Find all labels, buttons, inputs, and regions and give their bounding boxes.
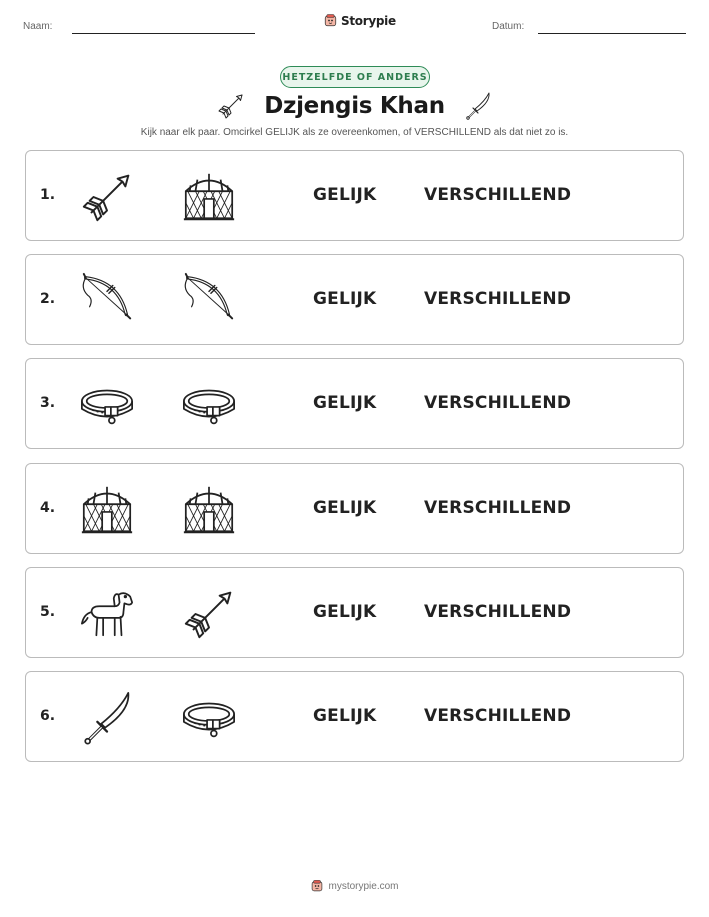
- horse-icon: [78, 585, 136, 643]
- row-number: 4.: [40, 500, 56, 516]
- sword-icon: [78, 689, 136, 747]
- bow-icon: [180, 272, 238, 330]
- belt-icon: [180, 376, 238, 434]
- comparison-row: [25, 463, 684, 554]
- arrow-icon: [78, 168, 136, 226]
- activity-badge: HETZELFDE OF ANDERS: [280, 66, 430, 88]
- belt-icon: [180, 689, 238, 747]
- option-different[interactable]: VERSCHILLEND: [424, 706, 572, 726]
- option-same[interactable]: GELIJK: [313, 706, 377, 726]
- date-label: Datum:: [492, 21, 525, 32]
- comparison-row: [25, 254, 684, 345]
- row-number: 6.: [40, 708, 56, 724]
- option-same[interactable]: GELIJK: [313, 498, 377, 518]
- row-number: 2.: [40, 291, 56, 307]
- title-row: [0, 91, 709, 121]
- row-number: 1.: [40, 187, 56, 203]
- instructions: Kijk naar elk paar. Omcirkel GELIJK als ze overeenkomen, of VERSCHILLEND als dat niet zo is.: [140, 127, 569, 138]
- option-different[interactable]: VERSCHILLEND: [424, 393, 572, 413]
- arrow-icon: [216, 91, 246, 121]
- option-different[interactable]: VERSCHILLEND: [424, 289, 572, 309]
- name-label: Naam:: [23, 21, 53, 32]
- comparison-row: [25, 671, 684, 762]
- option-different[interactable]: VERSCHILLEND: [424, 602, 572, 622]
- brand-logo: [323, 13, 396, 28]
- bow-icon: [78, 272, 136, 330]
- comparison-row: [25, 150, 684, 241]
- arrow-icon: [180, 585, 238, 643]
- option-same[interactable]: GELIJK: [313, 185, 377, 205]
- row-number: 3.: [40, 395, 56, 411]
- brand-name: Storypie: [341, 13, 396, 28]
- name-line: [72, 33, 255, 34]
- footer: [0, 879, 709, 893]
- yurt-icon: [180, 168, 238, 226]
- sword-icon: [463, 91, 493, 121]
- option-different[interactable]: VERSCHILLEND: [424, 185, 572, 205]
- option-different[interactable]: VERSCHILLEND: [424, 498, 572, 518]
- date-line: [538, 33, 686, 34]
- comparison-row: [25, 567, 684, 658]
- storypie-mascot-icon: [310, 879, 324, 893]
- yurt-icon: [78, 481, 136, 539]
- comparison-row: [25, 358, 684, 449]
- row-number: 5.: [40, 604, 56, 620]
- footer-url: mystorypie.com: [328, 880, 399, 892]
- yurt-icon: [180, 481, 238, 539]
- option-same[interactable]: GELIJK: [313, 393, 377, 413]
- option-same[interactable]: GELIJK: [313, 289, 377, 309]
- belt-icon: [78, 376, 136, 434]
- storypie-mascot-icon: [323, 13, 338, 28]
- page-title: Dzjengis Khan: [264, 93, 445, 119]
- option-same[interactable]: GELIJK: [313, 602, 377, 622]
